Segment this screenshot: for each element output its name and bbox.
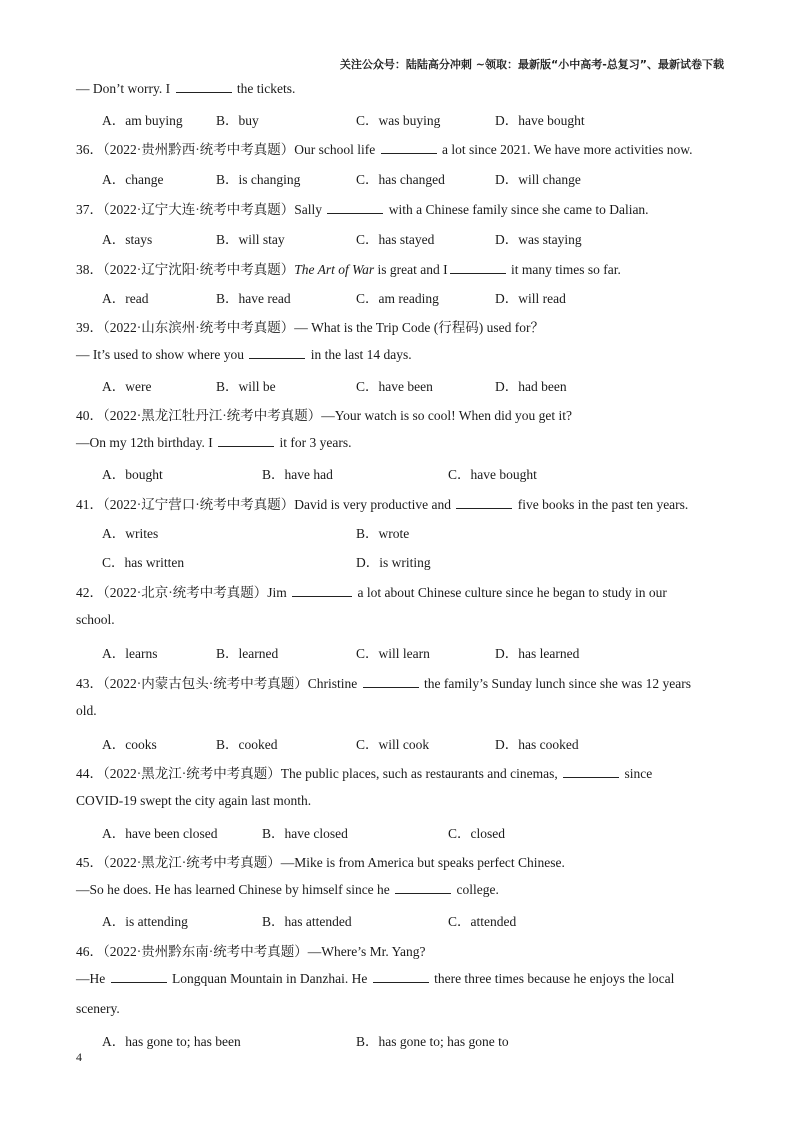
q40-option-b: B．have had (262, 467, 333, 482)
q42-option-b: B．learned (216, 646, 279, 661)
answer-blank (563, 765, 619, 778)
question-source: （2022·黑龙江·统考中考真题） (103, 855, 281, 870)
q40-option-c: C．have bought (448, 467, 537, 482)
q39-option-b: B．will be (216, 379, 276, 394)
q38-option-d: D．will read (495, 291, 566, 306)
q38-option-c: C．am reading (356, 291, 439, 306)
answer-blank (450, 261, 506, 274)
q45-dialogue-line: —So he does. He has learned Chinese by himself since he college. (76, 882, 499, 897)
question-source: （2022·内蒙古包头·统考中考真题） (103, 676, 308, 691)
page-header: 关注公众号：陆陆高分冲刺 ~领取：最新版“小中高考-总复习”、最新试卷下载 (339, 58, 724, 71)
q46-option-b: B．has gone to; has gone to (356, 1034, 509, 1049)
q35-option-b: B．buy (216, 113, 259, 128)
question-source: （2022·黑龙江牡丹江·统考中考真题） (103, 408, 322, 423)
q42-option-c: C．will learn (356, 646, 430, 661)
answer-blank (456, 496, 512, 509)
q39-option-c: C．have been (356, 379, 433, 394)
q45-option-a: A．is attending (102, 914, 188, 929)
q41-option-a: A．writes (102, 526, 159, 541)
q39-option-a: A．were (102, 379, 152, 394)
question-41: 41．（2022·辽宁营口·统考中考真题）David is very productive and five books in the past ten years. (76, 497, 689, 512)
q46-option-a: A．has gone to; has been (102, 1034, 241, 1049)
answer-blank (327, 201, 383, 214)
q46-continuation: scenery. (76, 1001, 120, 1016)
book-title: The Art of War (294, 262, 375, 277)
q44-option-a: A．have been closed (102, 826, 218, 841)
q37-option-c: C．has stayed (356, 232, 435, 247)
answer-blank (363, 675, 419, 688)
question-39: 39．（2022·山东滨州·统考中考真题）— What is the Trip Code (行程码) used for？ (76, 320, 544, 335)
question-source: （2022·辽宁大连·统考中考真题） (103, 202, 295, 217)
q35-option-c: C．was buying (356, 113, 441, 128)
q37-option-b: B．will stay (216, 232, 285, 247)
question-source: （2022·北京·统考中考真题） (103, 585, 268, 600)
answer-blank (381, 141, 437, 154)
q35-option-a: A．am buying (102, 113, 183, 128)
q37-option-d: D．was staying (495, 232, 582, 247)
answer-blank (292, 584, 352, 597)
q46-dialogue-line: —He Longquan Mountain in Danzhai. He there three times because he enjoys the local (76, 971, 675, 986)
q42-option-d: D．has learned (495, 646, 580, 661)
page-number: 4 (76, 1050, 82, 1064)
q36-option-b: B．is changing (216, 172, 301, 187)
q44-option-c: C．closed (448, 826, 505, 841)
question-46: 46．（2022·贵州黔东南·统考中考真题）—Where’s Mr. Yang? (76, 944, 426, 959)
question-42: 42．（2022·北京·统考中考真题）Jim a lot about Chinese culture since he began to study in our (76, 585, 667, 600)
q40-option-a: A．bought (102, 467, 163, 482)
q44-option-b: B．have closed (262, 826, 348, 841)
answer-blank (218, 434, 274, 447)
answer-blank (373, 970, 429, 983)
q43-continuation: old. (76, 703, 97, 718)
q39-dialogue-line: — It’s used to show where you in the last 14 days. (76, 347, 412, 362)
question-44: 44．（2022·黑龙江·统考中考真题）The public places, such as restaurants and cinemas, since (76, 766, 653, 781)
question-40: 40．（2022·黑龙江牡丹江·统考中考真题）—Your watch is so cool! When did you get it? (76, 408, 572, 423)
q38-option-a: A．read (102, 291, 149, 306)
question-38: 38．（2022·辽宁沈阳·统考中考真题）The Art of War is great and I it many times so far. (76, 262, 621, 277)
question-43: 43．（2022·内蒙古包头·统考中考真题）Christine the family’s Sunday lunch since she was 12 years (76, 676, 691, 691)
question-source: （2022·辽宁沈阳·统考中考真题） (103, 262, 295, 277)
q36-option-c: C．has changed (356, 172, 445, 187)
q45-option-b: B．has attended (262, 914, 352, 929)
q43-option-b: B．cooked (216, 737, 278, 752)
question-source: （2022·辽宁营口·统考中考真题） (103, 497, 295, 512)
answer-blank (395, 881, 451, 894)
q36-option-d: D．will change (495, 172, 581, 187)
q43-option-c: C．will cook (356, 737, 430, 752)
q43-option-a: A．cooks (102, 737, 157, 752)
q41-option-b: B．wrote (356, 526, 410, 541)
question-45: 45．（2022·黑龙江·统考中考真题）—Mike is from America but speaks perfect Chinese. (76, 855, 565, 870)
answer-blank (249, 346, 305, 359)
q38-option-b: B．have read (216, 291, 291, 306)
q44-continuation: COVID-19 swept the city again last month. (76, 793, 312, 808)
question-source: （2022·山东滨州·统考中考真题） (103, 320, 295, 335)
q42-option-a: A．learns (102, 646, 158, 661)
q43-option-d: D．has cooked (495, 737, 579, 752)
answer-blank (111, 970, 167, 983)
q35-dialogue-line: — Don’t worry. I the tickets. (76, 81, 296, 96)
q45-option-c: C．attended (448, 914, 517, 929)
question-37: 37．（2022·辽宁大连·统考中考真题）Sally with a Chinese family since she came to Dalian. (76, 202, 649, 217)
q41-option-c: C．has written (102, 555, 185, 570)
q41-option-d: D．is writing (356, 555, 431, 570)
q36-option-a: A．change (102, 172, 164, 187)
question-source: （2022·贵州黔西·统考中考真题） (103, 142, 295, 157)
q39-option-d: D．had been (495, 379, 567, 394)
q37-option-a: A．stays (102, 232, 153, 247)
q35-option-d: D．have bought (495, 113, 585, 128)
question-source: （2022·贵州黔东南·统考中考真题） (103, 944, 308, 959)
q40-dialogue-line: —On my 12th birthday. I it for 3 years. (76, 435, 352, 450)
question-source: （2022·黑龙江·统考中考真题） (103, 766, 281, 781)
q42-continuation: school. (76, 612, 115, 627)
answer-blank (176, 80, 232, 93)
question-36: 36．（2022·贵州黔西·统考中考真题）Our school life a lot since 2021. We have more activities now. (76, 142, 693, 157)
